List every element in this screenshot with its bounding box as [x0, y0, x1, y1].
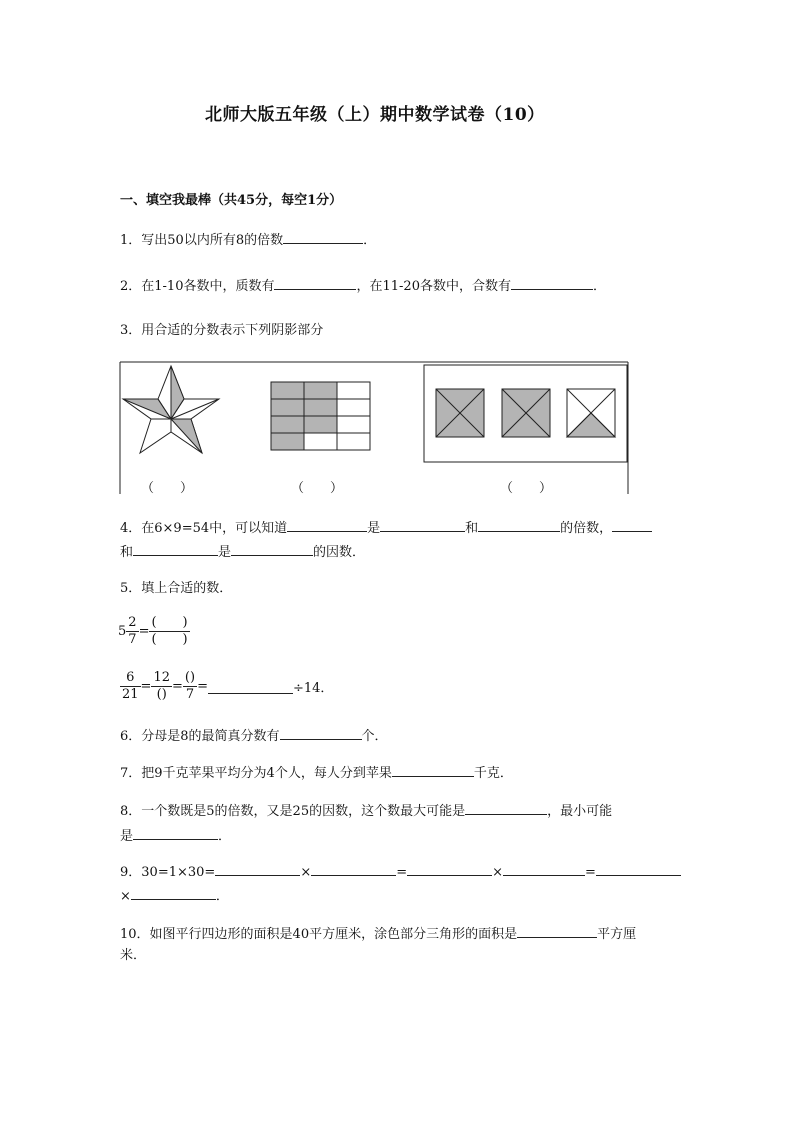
grid-cell: [337, 433, 370, 450]
q10-text-b: 平方厘: [597, 927, 637, 942]
q5-divide-14: ÷14．: [292, 681, 334, 696]
grid-cell: [337, 416, 370, 433]
answer-paren-star[interactable]: （ ）: [141, 481, 194, 496]
star-figure: [123, 366, 219, 453]
q4-text-d: 的倍数，: [560, 521, 613, 536]
fraction-denominator-blank[interactable]: ( ): [151, 632, 188, 647]
equals-sign: =: [140, 679, 152, 694]
answer-blank[interactable]: [215, 862, 300, 876]
q10-text-a: 10．如图平行四边形的面积是40平方厘米，涂色部分三角形的面积是: [120, 927, 518, 942]
answer-blank[interactable]: [133, 542, 218, 556]
answer-blank[interactable]: [208, 680, 293, 694]
answer-blank[interactable]: [133, 826, 218, 840]
fraction-numerator: 2: [128, 615, 137, 630]
grid-figure: [271, 382, 370, 450]
equals-sign: =: [138, 624, 150, 639]
q5-mixed-number-row: [118, 615, 190, 648]
section-heading-fill-blanks: 一、填空我最棒（共45分，每空1分）: [120, 193, 343, 208]
grid-cell-shaded: [271, 416, 304, 433]
answer-blank[interactable]: [380, 518, 465, 532]
q4-text-a: 4．在6×9=54中，可以知道: [120, 521, 288, 536]
q5-whole: 5: [118, 624, 127, 639]
question-10-line-1: [120, 924, 636, 944]
grid-cell-shaded: [271, 382, 304, 399]
grid-cell: [337, 382, 370, 399]
answer-blank[interactable]: [231, 542, 313, 556]
q2-text-b: ，在11-20各数中，合数有: [356, 279, 511, 294]
question-4-line-1: [120, 518, 652, 538]
q1-text: 1．写出50以内所有8的倍数: [120, 233, 284, 248]
q9-text-a: 9．30=1×30=: [120, 865, 216, 880]
fraction-denominator: 21: [122, 687, 139, 702]
q2-end: ．: [592, 279, 606, 294]
fraction-denominator-blank[interactable]: (): [156, 687, 167, 702]
question-9-line-2: [120, 886, 229, 906]
q9-end: ．: [215, 889, 229, 904]
times-sign: ×: [492, 865, 504, 880]
answer-blank[interactable]: [465, 801, 547, 815]
answer-blank[interactable]: [131, 886, 216, 900]
fraction-numerator-blank[interactable]: ( ): [151, 615, 188, 630]
answer-blank[interactable]: [612, 518, 652, 532]
answer-blank[interactable]: [503, 862, 585, 876]
answer-paren-squares[interactable]: （ ）: [500, 481, 553, 496]
grid-cell: [337, 399, 370, 416]
question-4-line-2: [120, 542, 365, 562]
question-9-line-1: [120, 862, 681, 882]
grid-cell-shaded: [304, 382, 337, 399]
answer-blank[interactable]: [287, 518, 367, 532]
answer-paren-grid[interactable]: （ ）: [291, 481, 344, 496]
q4-text-g: 的因数．: [313, 545, 366, 560]
times-sign: ×: [300, 865, 312, 880]
q1-end: ．: [363, 233, 377, 248]
q8-text-a: 8．一个数既是5的倍数，又是25的因数，这个数最大可能是: [120, 804, 466, 819]
answer-blank[interactable]: [596, 862, 681, 876]
q8-text-c: 是: [120, 829, 134, 844]
answer-blank[interactable]: [517, 924, 597, 938]
equals-sign: =: [172, 679, 183, 694]
q5-fraction-2-7: [126, 615, 138, 648]
equals-sign: =: [396, 865, 408, 880]
times-sign: ×: [120, 889, 131, 904]
answer-blank[interactable]: [392, 763, 474, 777]
page-title: 北师大版五年级（上）期中数学试卷（10）: [205, 105, 545, 125]
q5-fraction-12-blank[interactable]: [151, 670, 172, 703]
question-7: [120, 763, 513, 783]
answer-blank[interactable]: [311, 862, 396, 876]
answer-blank[interactable]: [407, 862, 492, 876]
q4-text-e: 和: [120, 545, 134, 560]
question-6: [120, 726, 388, 746]
q5-fraction-blank-7[interactable]: [183, 670, 197, 703]
q6-text-a: 6．分母是8的最简真分数有: [120, 729, 280, 744]
fraction-numerator: 12: [153, 670, 170, 685]
fraction-numerator: 6: [120, 670, 141, 687]
q4-text-b: 是: [367, 521, 381, 536]
grid-cell-shaded: [271, 433, 304, 450]
q6-text-b: 个．: [361, 729, 388, 744]
q5-answer-fraction[interactable]: [149, 615, 189, 648]
grid-cell-shaded: [304, 416, 337, 433]
fraction-denominator: 7: [128, 632, 137, 647]
q5-equivalent-row: [120, 670, 333, 703]
fraction-denominator: 7: [185, 687, 195, 702]
question-5: 5．填上合适的数．: [120, 581, 233, 596]
equals-sign: =: [197, 679, 208, 694]
question-8-line-1: [120, 801, 612, 821]
grid-cell: [304, 433, 337, 450]
q7-text-b: 千克．: [473, 766, 513, 781]
q4-text-f: 是: [218, 545, 232, 560]
q8-text-b: ，最小可能: [547, 804, 613, 819]
q7-text-a: 7．把9千克苹果平均分为4个人，每人分到苹果: [120, 766, 392, 781]
q8-end: ．: [218, 829, 232, 844]
fraction-numerator-blank[interactable]: (): [184, 670, 196, 685]
squares-figure: [424, 365, 627, 462]
q4-text-c: 和: [465, 521, 479, 536]
q2-text-a: 2．在1-10各数中，质数有: [120, 279, 275, 294]
q5-fraction-6-21: [120, 670, 141, 703]
grid-cell-shaded: [304, 399, 337, 416]
answer-blank[interactable]: [478, 518, 560, 532]
star-shade-right: [171, 419, 202, 453]
answer-blank[interactable]: [280, 726, 362, 740]
question-3: 3．用合适的分数表示下列阴影部分: [120, 323, 324, 338]
grid-cell-shaded: [271, 399, 304, 416]
question-8-line-2: [120, 826, 231, 846]
equals-sign: =: [585, 865, 596, 880]
question-10-line-2: 米．: [120, 948, 147, 963]
